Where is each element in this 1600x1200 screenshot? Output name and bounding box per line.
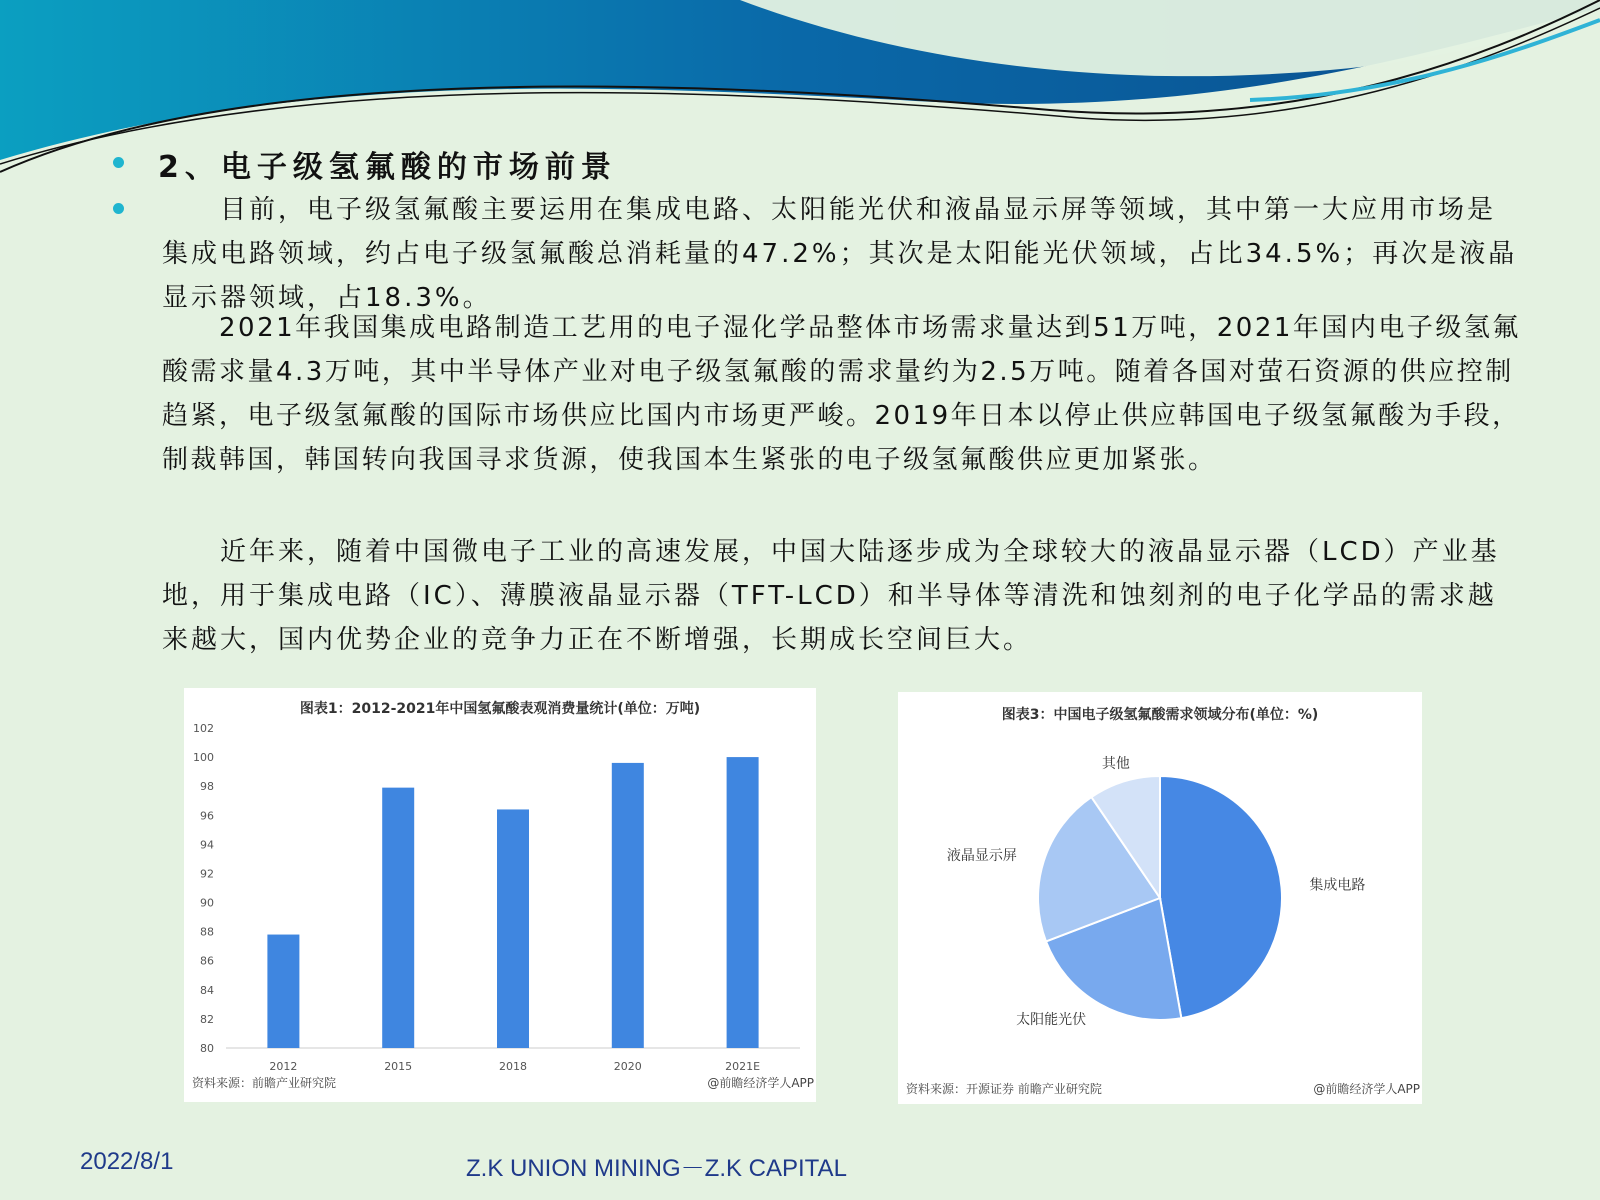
x-tick-label: 2015 — [384, 1060, 413, 1073]
bar — [612, 763, 644, 1048]
bullet-body — [113, 203, 124, 214]
pie-label: 太阳能光伏 — [1016, 1011, 1087, 1028]
bar-chart-svg — [184, 716, 816, 1076]
bar — [727, 757, 759, 1048]
y-tick-label: 96 — [200, 809, 214, 823]
pie-label: 液晶显示屏 — [946, 847, 1017, 864]
x-tick-label: 2018 — [499, 1060, 527, 1073]
bar — [267, 935, 299, 1048]
x-tick-label: 2020 — [613, 1060, 642, 1073]
bullet-heading — [113, 157, 124, 168]
chart-3-title: 图表3：中国电子级氢氟酸需求领域分布(单位：%) — [1001, 707, 1319, 723]
y-tick-label: 92 — [200, 867, 214, 881]
paragraph-2: 2021年我国集成电路制造工艺用的电子湿化学品整体市场需求量达到51万吨，2021年国内电子级氢氟酸需求量4.3万吨，其中半导体产业对电子级氢氟酸的需求量约为2.5万吨。随着各国对萤石资源的供应控制趋紧，电子级氢氟酸的国际市场供应比国内市场更严峻。2019年日本以停止供应韩国电子级氢氟酸为手段，制裁韩国，韩国转向我国寻求货源，使我国本生紧张的电子级氢氟酸供应更加紧张。 — [162, 313, 1521, 475]
y-tick-label: 102 — [193, 722, 214, 735]
bar — [497, 809, 529, 1048]
pie-label: 集成电路 — [1309, 877, 1366, 894]
pie-slice — [1160, 776, 1282, 1018]
figure-3-source: 资料来源：开源证券 前瞻产业研究院 — [906, 1082, 1102, 1096]
y-tick-label: 80 — [200, 1042, 214, 1055]
figure-3-credit: @前瞻经济学人APP — [1313, 1082, 1420, 1096]
x-tick-label: 2012 — [269, 1060, 298, 1073]
pie-chart-svg — [898, 732, 1422, 1072]
figure-1-credit: @前瞻经济学人APP — [707, 1076, 814, 1090]
paragraph-3: 近年来，随着中国微电子工业的高速发展，中国大陆逐步成为全球较大的液晶显示器（LCD）产业基地，用于集成电路（IC）、薄膜液晶显示器（TFT-LCD）和半导体等清洗和蚀刻剂的电子化学品的需求越来越大，国内优势企业的竞争力正在不断增强，长期成长空间巨大。 — [162, 537, 1500, 655]
figure-3-pie-chart — [898, 692, 1422, 1104]
footer-date: 2022/8/1 — [80, 1148, 174, 1175]
y-tick-label: 86 — [200, 954, 214, 968]
y-tick-label: 94 — [200, 838, 214, 852]
bar — [382, 788, 414, 1048]
y-tick-label: 88 — [200, 925, 214, 939]
pie-label: 其他 — [1101, 756, 1130, 773]
y-tick-label: 82 — [200, 1012, 214, 1026]
chart-1-title: 图表1：2012-2021年中国氢氟酸表观消费量统计(单位：万吨) — [299, 701, 701, 717]
y-tick-label: 100 — [193, 751, 214, 765]
paragraph-1: 目前，电子级氢氟酸主要运用在集成电路、太阳能光伏和液晶显示屏等领域，其中第一大应用市场是集成电路领域，约占电子级氢氟酸总消耗量的47.2%；其次是太阳能光伏领域，占比34.5%；再次是液晶显示器领域，占18.3%。 — [162, 195, 1518, 313]
figure-1-source: 资料来源：前瞻产业研究院 — [192, 1076, 337, 1090]
footer-company: Z.K UNION MINING－Z.K CAPITAL — [466, 1155, 847, 1182]
y-tick-label: 84 — [200, 983, 214, 997]
figure-1-bar-chart — [184, 688, 816, 1102]
section-heading: 2、电子级氢氟酸的市场前景 — [158, 150, 617, 185]
y-tick-label: 90 — [200, 896, 214, 910]
x-tick-label: 2021E — [725, 1060, 761, 1073]
y-tick-label: 98 — [200, 780, 214, 794]
